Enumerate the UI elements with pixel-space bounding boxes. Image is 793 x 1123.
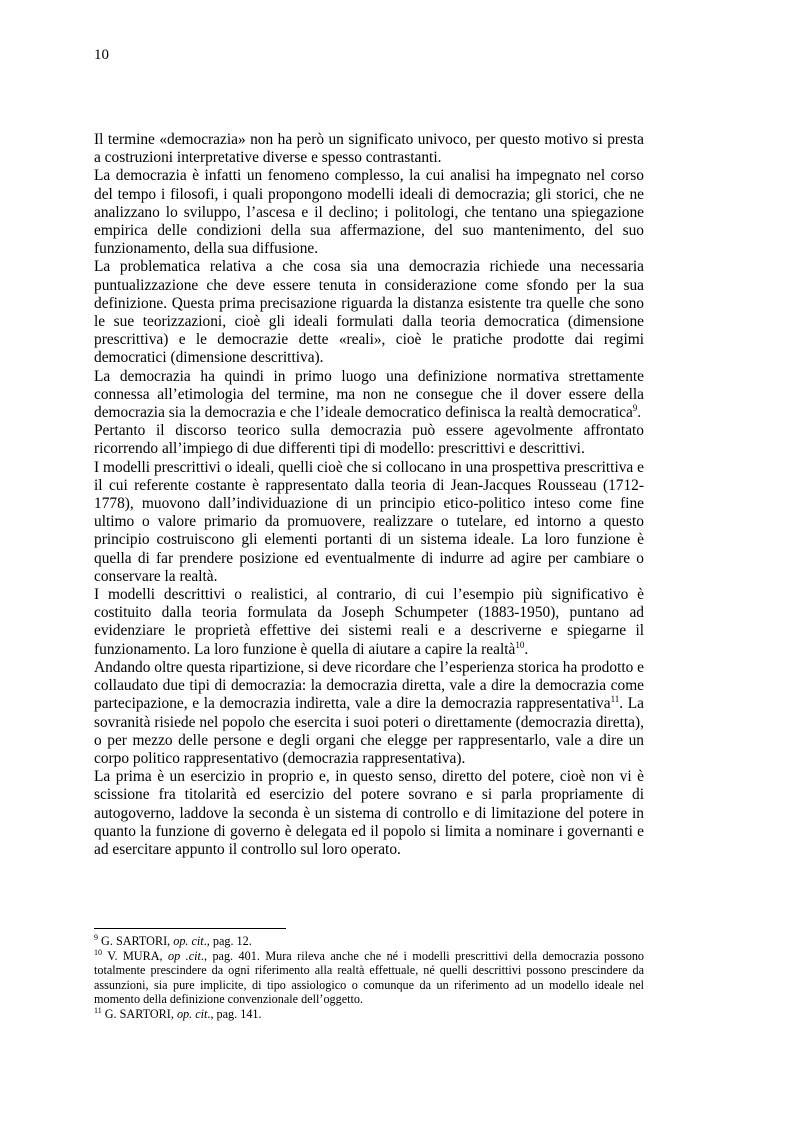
paragraph: La problematica relativa a che cosa sia una democrazia richiede una necessaria puntualizzazione che deve essere tenuta in considerazione come sfondo per la sua definizione. Questa prima precisazione riguarda la distanza esistente tra quelle che sono le sue teorizzazioni, cioè gli ideali formulati dalla teoria democratica (dimensione prescrittiva) e le democrazie dette «reali», cioè le pratiche prodotte dai regimi democratici (dimensione descrittiva).: [94, 258, 644, 367]
body-text: [94, 131, 644, 859]
footnote-number: 11: [94, 1005, 102, 1015]
paragraph: Andando oltre questa ripartizione, si deve ricordare che l’esperienza storica ha prodotto e collaudato due tipi di democrazia: la democrazia diretta, vale a dire la democrazia come partecipazione, e la democrazia indiretta, vale a dire la democrazia rappresentativa$^{11}$. La sovranità risiede nel popolo che esercita i suoi poteri o direttamente (democrazia diretta), o per mezzo delle persone e degli organi che elegge per rappresentarlo, vale a dire un corpo politico rappresentativo (democrazia rappresentativa).: [94, 658, 644, 767]
footnote-ref[interactable]: 10: [515, 639, 525, 650]
footnote-ref[interactable]: 11: [610, 694, 620, 705]
paragraph: Pertanto il discorso teorico sulla democrazia può essere agevolmente affrontato ricorrendo all’impiego di due differenti tipi di modello: prescrittivi e descrittivi.: [94, 422, 644, 458]
page-number: 10: [94, 47, 109, 63]
footnote-number: 9: [94, 933, 98, 942]
footnote: $^9$ G. SARTORI, op. cit., pag. 12.: [94, 933, 252, 948]
footnote-number: 10: [94, 947, 102, 957]
paragraph: I modelli prescrittivi o ideali, quelli cioè che si collocano in una prospettiva prescrittiva e il cui referente costante è rappresentato dalla teoria di Jean-Jacques Rousseau (1712-1778), muovono dall’individuazione di un principio etico-politico inteso come fine ultimo o valore primario da promuovere, realizzare o tutelare, ed intorno a questo principio costruiscono gli elementi portanti di un sistema ideale. La loro funzione è quella di far prendere posizione ed eventualmente di indurre ad agire per cambiare o conservare la realtà.: [94, 458, 644, 585]
paragraph: Il termine «democrazia» non ha però un significato univoco, per questo motivo si presta a costruzioni interpretative diverse e spesso contrastanti.: [94, 131, 644, 167]
footnote: $^{11}$ G. SARTORI, op. cit., pag. 141.: [94, 1005, 262, 1021]
paragraph: La prima è un esercizio in proprio e, in questo senso, diretto del potere, cioè non vi è scissione fra titolarità ed esercizio del potere sovrano e si parla propriamente di autogoverno, laddove la seconda è un sistema di controllo e di limitazione del potere in quanto la funzione di governo è delegata ed il popolo si limita a nominare i governanti e ad esercitare appunto il controllo sul loro operato.: [94, 768, 644, 858]
footnote-ref[interactable]: 9: [632, 403, 638, 414]
footnote-separator: [94, 928, 286, 929]
paragraph: La democrazia è infatti un fenomeno complesso, la cui analisi ha impegnato nel corso del tempo i filosofi, i quali propongono modelli ideali di democrazia; gli storici, che ne analizzano lo sviluppo, l’ascesa e il declino; i politologi, che tentano una spiegazione empirica delle condizioni della sua affermazione, del suo mantenimento, del suo funzionamento, della sua diffusione.: [94, 167, 644, 258]
paragraph: La democrazia ha quindi in primo luogo una definizione normativa strettamente connessa all’etimologia del termine, ma non ne consegue che il dover essere della democrazia sia la democrazia e che l’ideale democratico definisca la realtà democratica$^9$.: [94, 367, 644, 422]
footnotes: [94, 934, 644, 1022]
paragraph: I modelli descrittivi o realistici, al contrario, di cui l’esempio più significativo è costituito dalla teoria formulata da Joseph Schumpeter (1883-1950), puntano ad evidenziare le proprietà effettive dei sistemi reali e a descriverne e spiegarne il funzionamento. La loro funzione è quella di aiutare a capire la realtà$^{10}$.: [94, 586, 644, 658]
footnote: $^{10}$ V. MURA, op .cit., pag. 401. Mura rileva anche che né i modelli prescrittivi della democrazia possono totalmente prescindere da ogni riferimento alla realtà effettuale, né quelli descrittivi possono prescindere da assunzioni, sia pure implicite, di tipo assiologico o comunque da un riferimento ad un modello ideale nel momento della definizione convenzionale dell’oggetto.: [94, 947, 645, 1007]
